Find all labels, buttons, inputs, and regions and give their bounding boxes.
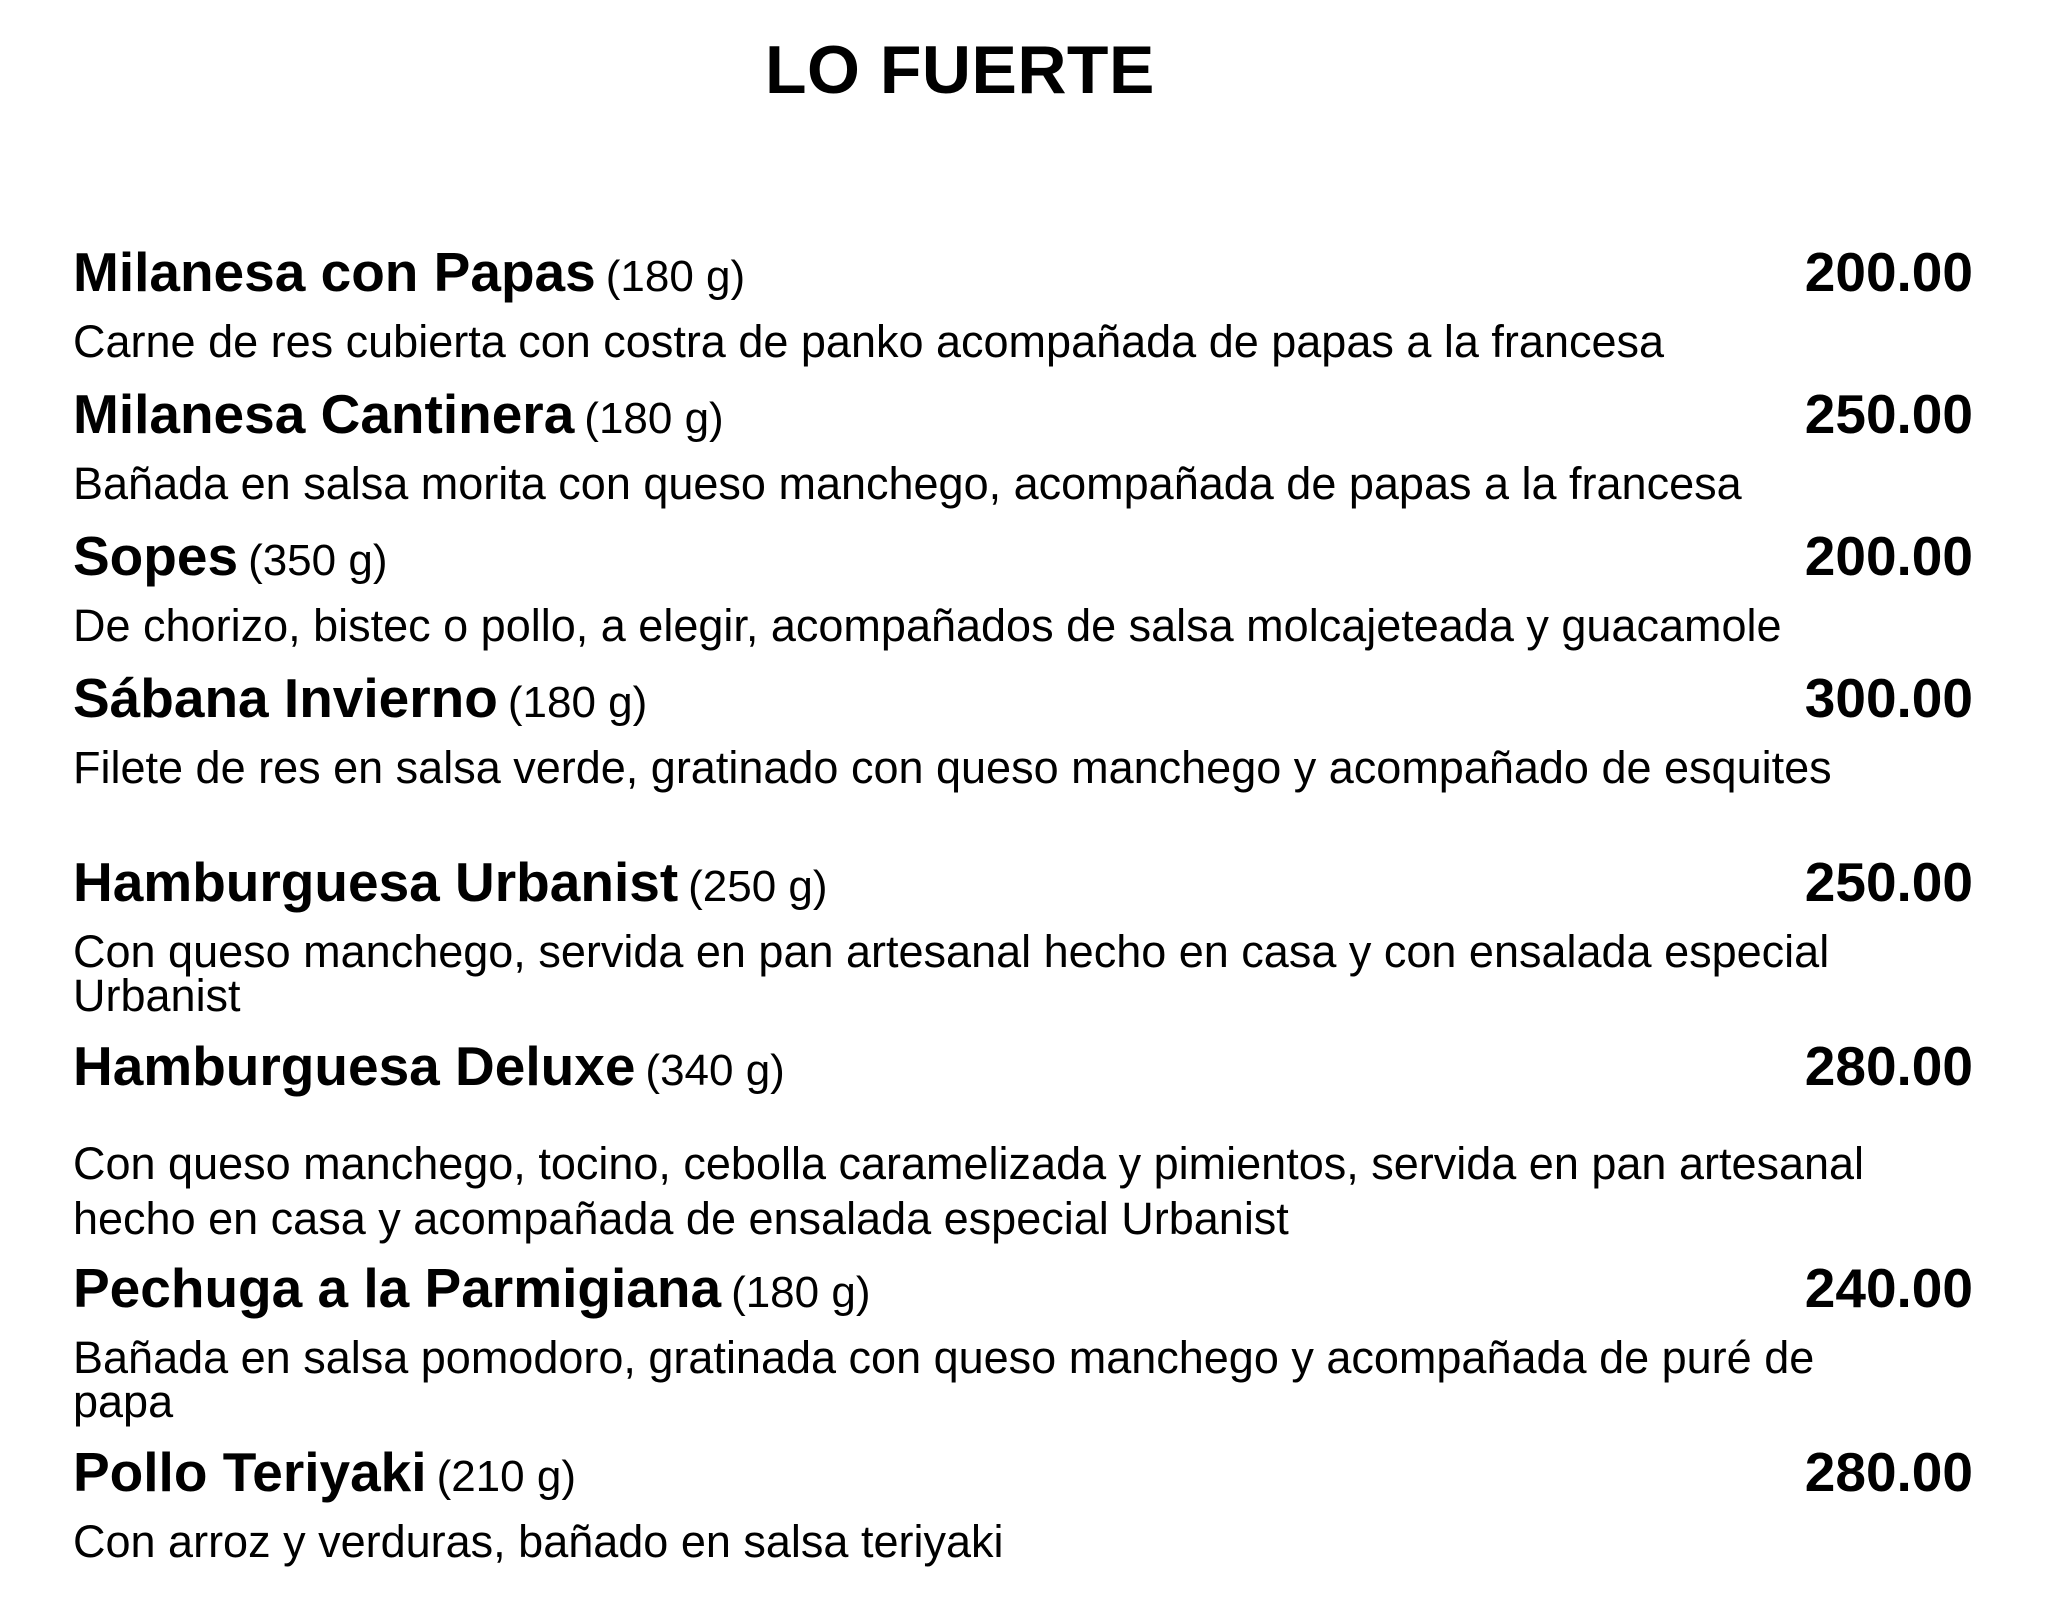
menu-item-title xyxy=(73,1258,870,1319)
menu-item-price: 200.00 xyxy=(1804,241,1973,303)
menu-item-title xyxy=(73,242,745,303)
menu-item-name: Hamburguesa Deluxe xyxy=(73,1035,636,1097)
menu-item-weight: (180 g) xyxy=(605,252,746,301)
menu-item-description: De chorizo, bistec o pollo, a elegir, acompañados de salsa molcajeteada y guacamole xyxy=(73,600,1782,651)
menu-item-description: Con arroz y verduras, bañado en salsa teriyaki xyxy=(73,1516,1004,1567)
menu-item-name: Hamburguesa Urbanist xyxy=(73,851,679,913)
menu-item-price: 200.00 xyxy=(1804,525,1973,587)
menu-item-header xyxy=(73,526,1973,587)
menu-item-title xyxy=(73,526,387,587)
menu-item-weight: (340 g) xyxy=(645,1046,785,1095)
menu-item-header xyxy=(73,242,1973,303)
menu-item-title xyxy=(73,1036,785,1097)
menu-item-weight: (250 g) xyxy=(688,862,828,911)
menu-item-price: 300.00 xyxy=(1804,667,1973,729)
menu-item-weight: (210 g) xyxy=(436,1452,576,1501)
menu-section-title: LO FUERTE xyxy=(765,32,1155,108)
menu-item-price: 280.00 xyxy=(1804,1441,1973,1503)
menu-item-description: Filete de res en salsa verde, gratinado con queso manchego y acompañado de esquites xyxy=(73,742,1832,793)
menu-item-description: Bañada en salsa pomodoro, gratinada con queso manchego y acompañada de puré de papa xyxy=(73,1332,1815,1427)
menu-item-price: 250.00 xyxy=(1804,383,1973,445)
menu-item-header xyxy=(73,1442,1973,1503)
menu-item-header xyxy=(73,384,1973,445)
menu-item-price: 280.00 xyxy=(1804,1035,1973,1097)
menu-item-weight: (180 g) xyxy=(731,1268,871,1317)
menu-item-name: Sopes xyxy=(73,525,239,587)
menu-item-description: Con queso manchego, tocino, cebolla caramelizada y pimientos, servida en pan artesanal hecho en casa y acompañada de ensalada especial Urbanist xyxy=(73,1138,1865,1244)
menu-item-header xyxy=(73,852,1973,913)
menu-item-name: Milanesa con Papas xyxy=(73,241,596,303)
menu-item-name: Sábana Invierno xyxy=(73,667,498,729)
menu-item-description: Carne de res cubierta con costra de panko acompañada de papas a la francesa xyxy=(73,316,1665,367)
menu-item-weight: (180 g) xyxy=(584,394,724,443)
menu-item-header xyxy=(73,668,1973,729)
menu-item-price: 250.00 xyxy=(1804,851,1973,913)
menu-item-title xyxy=(73,852,828,913)
menu-item-header xyxy=(73,1036,1973,1097)
menu-item-weight: (350 g) xyxy=(248,536,388,585)
menu-item-price: 240.00 xyxy=(1804,1257,1973,1319)
menu-item-name: Pollo Teriyaki xyxy=(73,1441,427,1503)
menu-item-title xyxy=(73,1442,576,1503)
menu-item-weight: (180 g) xyxy=(507,678,648,727)
menu-item-header xyxy=(73,1258,1973,1319)
menu-item-name: Milanesa Cantinera xyxy=(73,383,575,445)
menu-item-title xyxy=(73,384,724,445)
menu-item-description: Con queso manchego, servida en pan artesanal hecho en casa y con ensalada especial Urbanist xyxy=(73,926,1830,1021)
menu-item-title xyxy=(73,668,647,729)
menu-item-name: Pechuga a la Parmigiana xyxy=(73,1257,722,1319)
menu-item-description: Bañada en salsa morita con queso manchego, acompañada de papas a la francesa xyxy=(73,458,1742,509)
